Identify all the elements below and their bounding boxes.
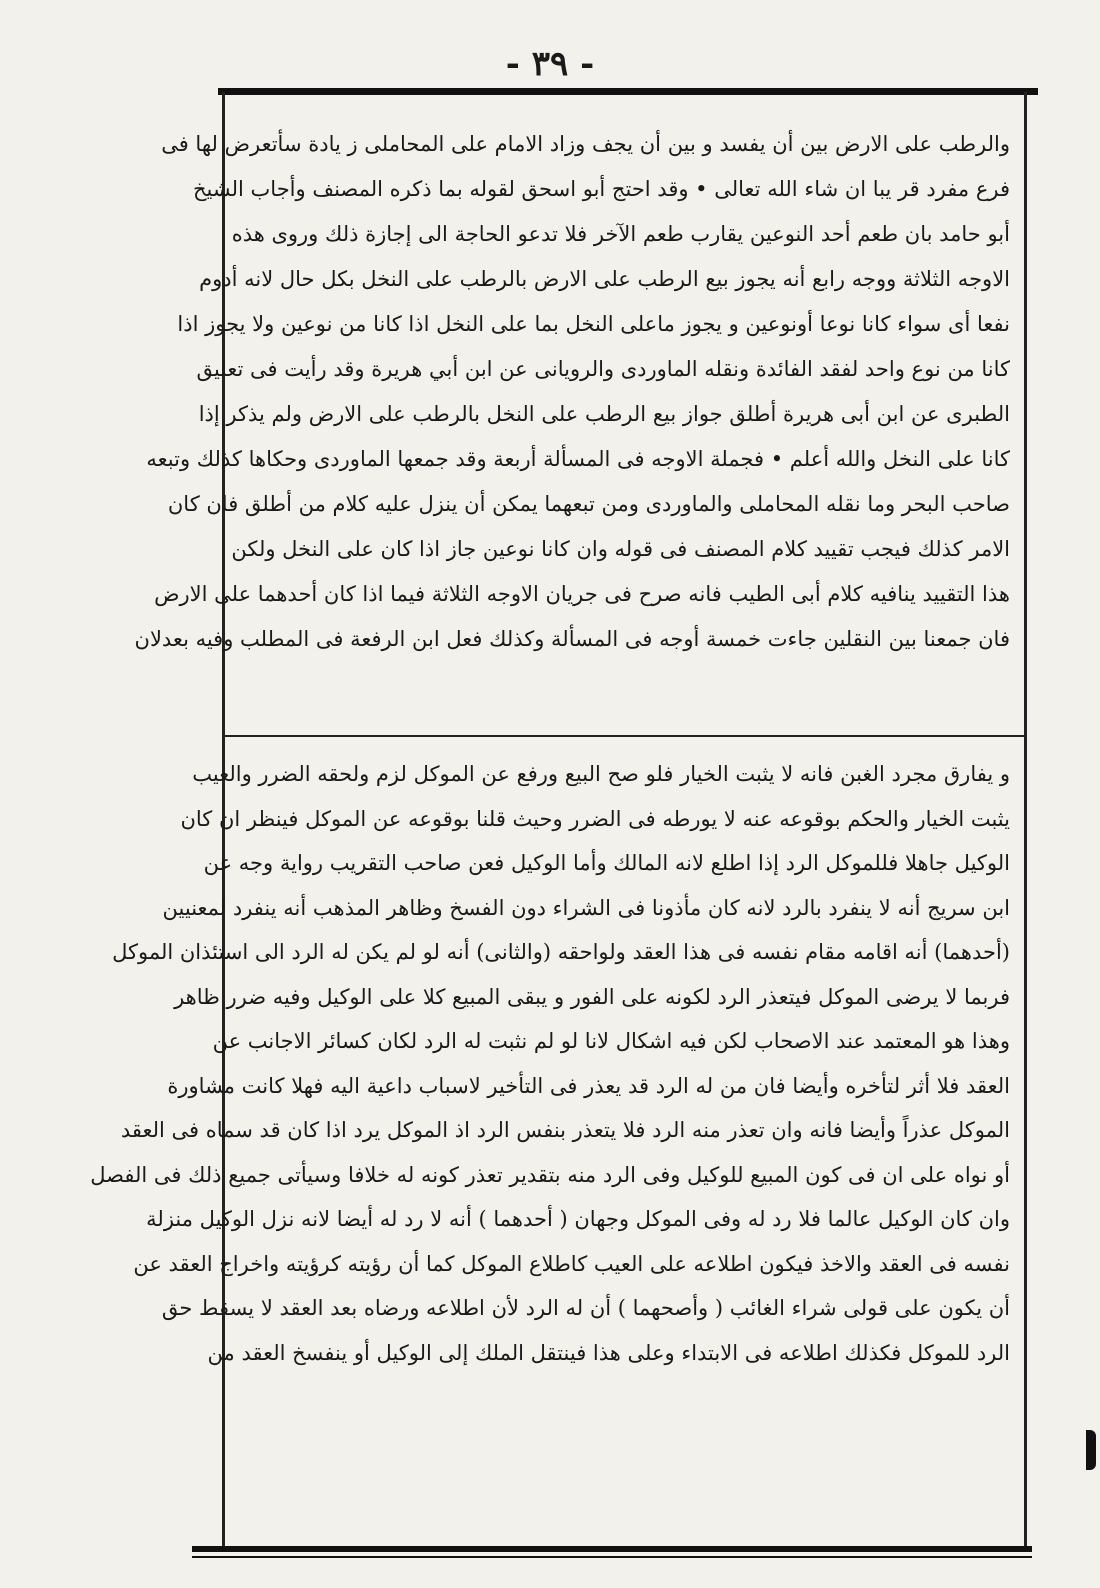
text-line: فرع مفرد قر يبا ان شاء الله تعالى • وقد احتج أبو اسحق لقوله بما ذكره المصنف وأجاب الشيخ — [193, 177, 1010, 201]
text-line: صاحب البحر وما نقله المحاملى والماوردى ومن تبعهما يمكن أن ينزل عليه كلام من أطلق فان كان — [167, 492, 1010, 516]
text-line: يثبت الخيار والحكم بوقوعه عنه لا يورطه فى الضرر وحيث قلنا بوقوعه عن الموكل فينظر ان كان — [180, 806, 1010, 831]
bottom-border-thin — [192, 1556, 1032, 1558]
text-line: نفعا أى سواء كانا نوعا أونوعين و يجوز ماعلى النخل بما على النخل اذا كانا من نوعين ولا يجوز اذا — [177, 312, 1010, 336]
text-line: فربما لا يرضى الموكل فيتعذر الرد لكونه على الفور و يبقى المبيع كلا على الوكيل وفيه ضرر ظاهر — [174, 984, 1010, 1009]
text-line: ابن سريج أنه لا ينفرد بالرد لانه كان مأذونا فى الشراء دون الفسخ وظاهر المذهب أنه ينفرد لمعنيين — [162, 895, 1010, 920]
text-line: فان جمعنا بين النقلين جاءت خمسة أوجه فى المسألة وكذلك فعل ابن الرفعة فى المطلب وفيه بعدلان — [134, 627, 1010, 651]
text-line: أن يكون على قولى شراء الغائب ( وأصحهما ) أن له الرد لأن اطلاعه ورضاه بعد العقد لا يسقط حق — [161, 1296, 1010, 1320]
text-line: نفسه فى العقد والاخذ فيكون اطلاعه على العيب كاطلاع الموكل كما أن رؤيته كرؤيته واخراج العقد عن — [133, 1251, 1010, 1276]
text-line: وهذا هو المعتمد عند الاصحاب لكن فيه اشكال لانا لو لم نثبت له الرد لكان كسائر الاجانب عن — [212, 1029, 1010, 1053]
text-line: الموكل عذراً وأيضا فانه وان تعذر منه الرد فلا يتعذر بنفس الرد اذ الموكل يرد اذا كان قد سماه فى العقد — [120, 1118, 1010, 1142]
page-edge-mark — [1086, 1430, 1096, 1470]
text-line: الرد للموكل فكذلك اطلاعه فى الابتداء وعلى هذا فينتقل الملك إلى الوكيل أو ينفسخ العقد من — [207, 1340, 1010, 1365]
text-line: الطبرى عن ابن أبى هريرة أطلق جواز بيع الرطب على النخل بالرطب على الارض ولم يذكر إذا — [198, 402, 1010, 426]
text-line: كانا من نوع واحد لفقد الفائدة ونقله الماوردى والرويانى عن ابن أبي هريرة وقد رأيت فى تعليق — [196, 357, 1010, 381]
text-line: وان كان الوكيل عالما فلا رد له وفى الموكل وجهان ( أحدهما ) أنه لا رد له أيضا لانه نزل الوكيل منزلة — [146, 1207, 1010, 1231]
section-divider — [225, 735, 1025, 737]
upper-text-block — [134, 122, 1010, 662]
lower-text-block — [90, 752, 1010, 1375]
text-line: العقد فلا أثر لتأخره وأيضا فان من له الرد قد يعذر فى التأخير لاسباب داعية اليه فهلا كانت مشاورة — [167, 1073, 1010, 1098]
top-border — [218, 88, 1038, 95]
bottom-border — [192, 1546, 1032, 1552]
text-line: الامر كذلك فيجب تقييد كلام المصنف فى قوله وان كانا نوعين جاز اذا كان على النخل ولكن — [231, 537, 1010, 561]
text-line: أو نواه على ان فى كون المبيع للوكيل وفى الرد منه بتقدير تعذر كونه له خلافا وسيأتى جميع ذلك فى الفصل — [90, 1162, 1010, 1187]
text-line: الوكيل جاهلا فللموكل الرد إذا اطلع لانه المالك وأما الوكيل فعن صاحب التقريب رواية وجه عن — [203, 851, 1010, 875]
text-line: أبو حامد بان طعم أحد النوعين يقارب طعم الآخر فلا تدعو الحاجة الى إجازة ذلك وروى هذه — [231, 222, 1010, 246]
page-number: - ٣٩ - — [505, 44, 595, 84]
right-border — [1024, 92, 1027, 1547]
text-line: هذا التقييد ينافيه كلام أبى الطيب فانه صرح فى جريان الاوجه الثلاثة فيما اذا كان أحدهما على الارض — [154, 582, 1010, 606]
text-line: (أحدهما) أنه اقامه مقام نفسه فى هذا العقد ولواحقه (والثانى) أنه لو لم يكن له الرد الى استئذان الموكل — [112, 940, 1010, 964]
text-line: كانا على النخل والله أعلم • فجملة الاوجه فى المسألة أربعة وقد جمعها الماوردى وحكاها كذلك وتبعه — [146, 447, 1010, 471]
text-line: الاوجه الثلاثة ووجه رابع أنه يجوز بيع الرطب على الارض بالرطب على النخل بكل حال لانه أدوم — [199, 267, 1010, 291]
text-line: و يفارق مجرد الغبن فانه لا يثبت الخيار فلو صح البيع ورفع عن الموكل لزم ولحقه الضرر والعيب — [192, 762, 1010, 786]
text-line: والرطب على الارض بين أن يفسد و بين أن يجف وزاد الامام على المحاملى ز يادة سأتعرض لها فى — [161, 132, 1010, 156]
